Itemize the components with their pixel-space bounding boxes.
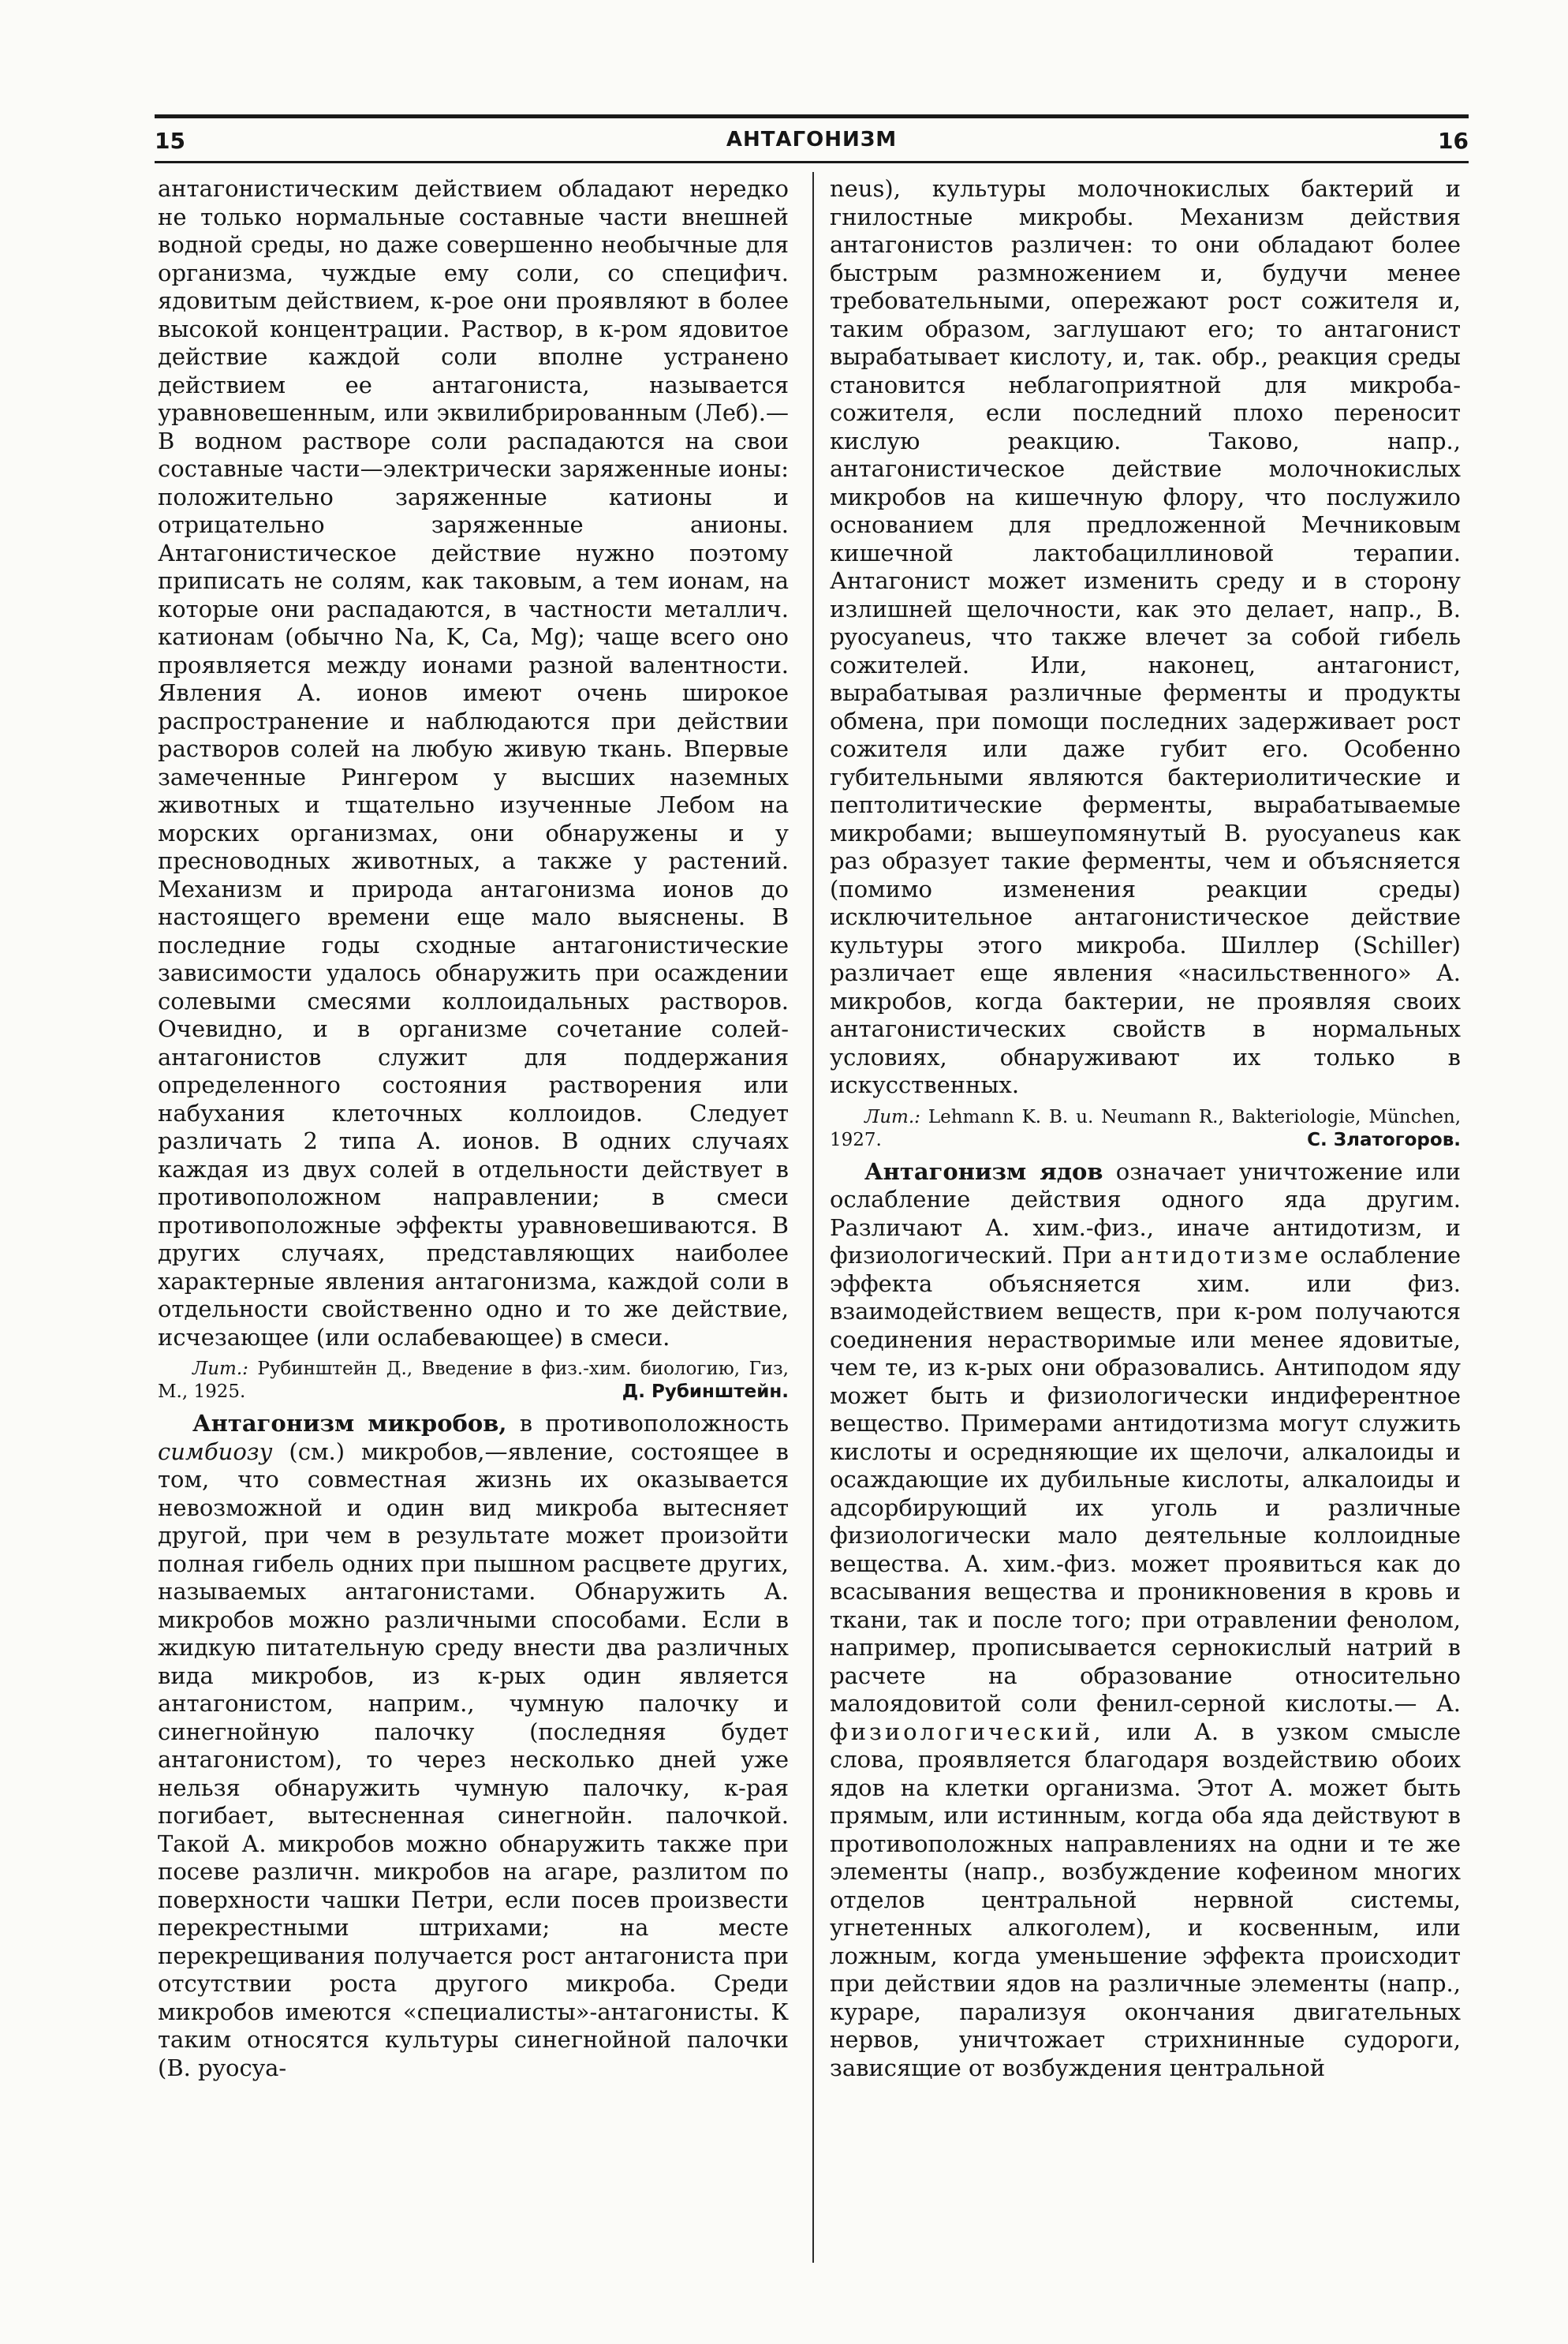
reference-author: Д. Рубинштейн. (622, 1381, 789, 1402)
reference-label: Лит.: (192, 1359, 248, 1379)
spaced-term: антидотизме (1120, 1242, 1312, 1269)
cross-reference: симбиозу (158, 1437, 273, 1465)
page-number-right: 16 (1438, 128, 1469, 154)
right-paragraph-1: neus), культуры молочнокислых бактерий и гнилостные микробы. Механизм действия антагонистов различен: то они обладают более быстрым размножением и, будучи менее требовательными, опережают рост сожителя и, таким образом, заглушают его; то антагонист вырабатывает кислоту, и, так. обр., реакция среды становится неблагоприятной для микроба-сожителя, если последний плохо переносит кислую реакцию. Таково, напр., антагонистическое действие молочнокислых микробов на кишечную флору, что послужило основанием для предложенной Мечниковым кишечной лактобациллиновой терапии. Антагонист может изменить среду и в сторону излишней щелочности, как это делает, напр., B. pyocyaneus, что также влечет за собой гибель сожителей. Или, наконец, антагонист, вырабатывая различные ферменты и продукты обмена, при помощи последних задерживает рост сожителя или даже губит его. Особенно губительными являются бактериолитические и пептолитические ферменты, вырабатываемые микробами; вышеупомянутый B. pyocyaneus как раз образует такие ферменты, чем и объясняется (помимо изменения реакции среды) исключительное антагонистическое действие культуры этого микроба. Шиллер (Schiller) различает еще явления «насильственного» А. микробов, когда бактерии, не проявляя своих антагонистических свойств в нормальных условиях, обнаруживают их только в искусственных. (830, 175, 1461, 1098)
article-microbes (158, 1410, 789, 2082)
body-text: означает уничтожение или ослабление действия одного яда другим. Различают А. хим.-физ., иначе антидотизм, и физиологический. При (830, 1157, 1461, 1269)
reference-1 (158, 1358, 789, 1404)
body-text: в противоположность (519, 1410, 789, 1437)
column-divider (812, 172, 814, 2263)
left-paragraph-1: антагонистическим действием обладают нередко не только нормальные составные части внешней водной среды, но даже совершенно необычные для организма, чуждые ему соли, со специфич. ядовитым действием, к-рое они проявляют в более высокой концентрации. Раствор, в к-ром ядовитое действие каждой соли вполне устранено действием ее антагониста, называется уравновешенным, или эквилибрированным (Леб).—В водном растворе соли распадаются на свои составные части—электрически заряженные ионы: положительно заряженные катионы и отрицательно заряженные анионы. Антагонистическое действие нужно поэтому приписать не солям, как таковым, а тем ионам, на которые они распадаются, в частности металлич. катионам (обычно Na, K, Ca, Mg); чаще всего оно проявляется между ионами разной валентности. Явления А. ионов имеют очень широкое распространение и наблюдаются при действии растворов солей на любую живую ткань. Впервые замеченные Рингером у высших наземных животных и тщательно изученные Лебом на морских организмах, они обнаружены и у пресноводных животных, а также у растений. Механизм и природа антагонизма ионов до настоящего времени еще мало выяснены. В последние годы сходные антагонистические зависимости удалось обнаружить при осаждении солевыми смесями коллоидальных растворов. Очевидно, и в организме сочетание солей-антагонистов служит для поддержания определенного состояния растворения или набухания клеточных коллоидов. Следует различать 2 типа А. ионов. В одних случаях каждая из двух солей в отдельности действует в противоположном направлении; в смеси противоположные эффекты уравновешиваются. В других случаях, представляющих наиболее характерные явления антагонизма, каждой соли в отдельности свойственно одно и то же действие, исчезающее (или ослабевающее) в смеси. (158, 175, 789, 1351)
article-poisons (830, 1158, 1461, 2083)
right-column (830, 175, 1461, 2262)
page-number-left: 15 (155, 128, 185, 154)
header-rule (155, 161, 1469, 163)
spaced-term: физиологический, (830, 1718, 1104, 1745)
body-text: (см.) микробов,—явление, состоящее в том, что совместная жизнь их оказывается невозможной и один вид микроба вытесняет другой, при чем в результате может произойти полная гибель одних при пышном расцвете других, называемых антагонистами. Обнаружить А. микробов можно различными способами. Если в жидкую питательную среду внести два различных вида микробов, из к-рых один является антагонистом, наприм., чумную палочку и синегнойную палочку (последняя будет антагонистом), то через несколько дней уже нельзя обнаружить чумную палочку, к-рая погибает, вытесненная синегнойн. палочкой. Такой А. микробов можно обнаружить также при посеве различн. микробов на агаре, разлитом по поверхности чашки Петри, если посев произвести перекрестными штрихами; на месте перекрещивания получается рост антагониста при отсутствии роста другого микроба. Среди микробов имеются «специалисты»-антагонисты. К таким относятся культуры синегнойной палочки (B. pyocya- (158, 1437, 789, 2081)
reference-label: Лит.: (864, 1106, 920, 1127)
page-header (155, 128, 1469, 161)
body-text: или А. в узком смысле слова, проявляется благодаря воздействию обоих ядов на клетки организма. Этот А. может быть прямым, или истинным, когда оба яда действуют в противоположных направлениях на одни и те же элементы (напр., возбуждение кофеином многих отделов центральной нервной системы, угнетенных алкоголем), и косвенным, или ложным, когда уменьшение эффекта происходит при действии ядов на различные элементы (напр., кураре, парализуя окончания двигательных нервов, уничтожает стрихнинные судороги, зависящие от возбуждения центральной (830, 1718, 1461, 2081)
reference-2 (830, 1106, 1461, 1152)
term-heading: Антагонизм ядов (864, 1157, 1103, 1185)
term-heading: Антагонизм микробов, (192, 1410, 507, 1437)
body-text: ослабление эффекта объясняется хим. или физ. взаимодействием веществ, при к-ром получаются соединения нерастворимые или менее ядовитые, чем те, из к-рых они образовались. Антиподом яду может быть и физиологически индиферентное вещество. Примерами антидотизма могут служить кислоты и осредняющие их щелочи, алкалоиды и осаждающие их дубильные кислоты, алкалоиды и адсорбирующий их уголь и различные физиологически мало деятельные коллоидные вещества. А. хим.-физ. может проявиться как до всасывания вещества и проникновения в кровь и ткани, так и после того; при отравлении фенолом, например, прописывается сернокислый натрий в расчете на образование относительно малоядовитой соли фенил-серной кислоты.— А. (830, 1242, 1461, 1717)
running-title: АНТАГОНИЗМ (726, 128, 898, 151)
reference-author: С. Златогоров. (1307, 1129, 1461, 1150)
reference-text: Рубинштейн Д., Введение в физ.-хим. биологию, Гиз, М., 1925. (158, 1359, 789, 1402)
reference-text: Lehmann K. B. u. Neumann R., Bakteriologie, München, 1927. (830, 1106, 1461, 1150)
top-rule (155, 114, 1469, 118)
left-column (158, 175, 789, 2262)
